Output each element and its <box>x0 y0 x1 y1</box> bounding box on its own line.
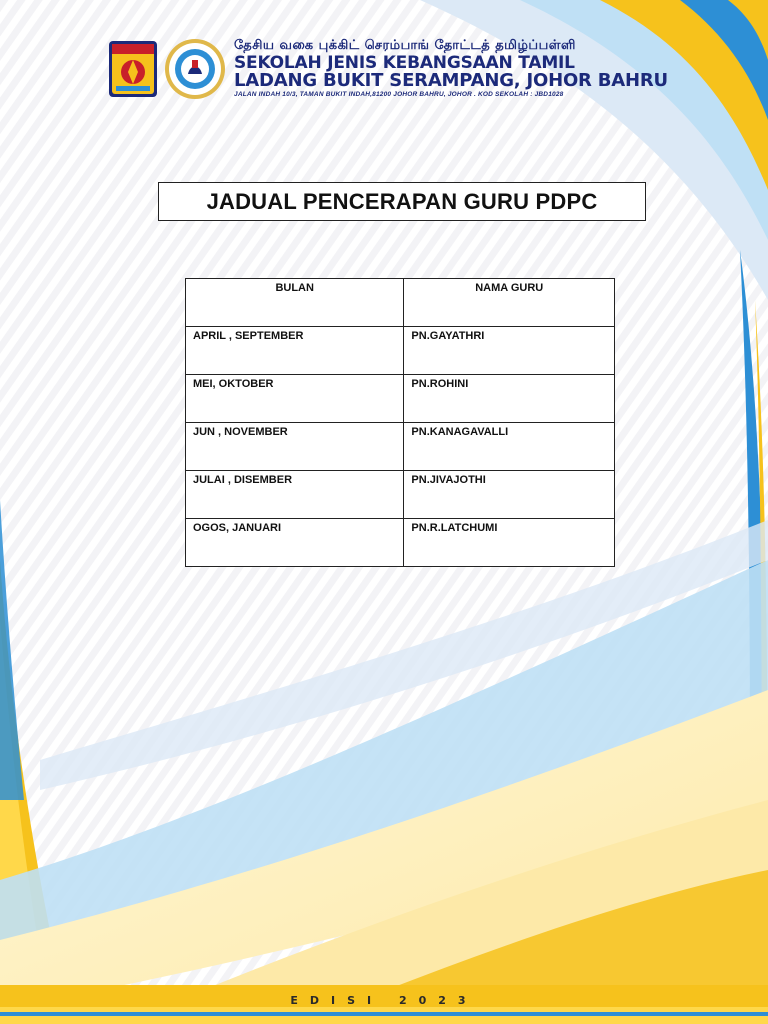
table-row <box>186 375 615 423</box>
column-header-nama-guru: NAMA GURU <box>404 279 615 327</box>
table-header-row <box>186 279 615 327</box>
school-seal-logo <box>164 38 226 100</box>
school-name-line2: LADANG BUKIT SERAMPANG, JOHOR BAHRU <box>234 70 668 91</box>
school-crest-logo <box>108 40 158 98</box>
month-cell: JUN , NOVEMBER <box>186 423 404 471</box>
school-name-line1: SEKOLAH JENIS KEBANGSAAN TAMIL <box>234 53 575 73</box>
observation-schedule-table <box>185 278 615 567</box>
document-title: JADUAL PENCERAPAN GURU PDPC <box>206 188 598 214</box>
school-header-text <box>234 38 688 100</box>
table-row <box>186 327 615 375</box>
teacher-cell: PN.R.LATCHUMI <box>404 519 615 567</box>
document-title-box <box>158 182 646 221</box>
table-row <box>186 519 615 567</box>
month-cell: APRIL , SEPTEMBER <box>186 327 404 375</box>
school-address: JALAN INDAH 10/3, TAMAN BUKIT INDAH,81200 JOHOR BAHRU, JOHOR . KOD SEKOLAH : JBD1028 <box>234 91 564 98</box>
month-cell: MEI, OKTOBER <box>186 375 404 423</box>
teacher-cell: PN.GAYATHRI <box>404 327 615 375</box>
month-cell: OGOS, JANUARI <box>186 519 404 567</box>
table-row <box>186 423 615 471</box>
school-name-tamil: தேசிய வகை புக்கிட் செரம்பாங் தோட்டத் தமிழ்ப்பள்ளி <box>234 38 576 53</box>
school-header <box>108 38 688 100</box>
teacher-cell: PN.ROHINI <box>404 375 615 423</box>
edition-footer: EDISI 2023 <box>290 994 478 1007</box>
teacher-cell: PN.JIVAJOTHI <box>404 471 615 519</box>
table-row <box>186 471 615 519</box>
column-header-bulan: BULAN <box>186 279 404 327</box>
teacher-cell: PN.KANAGAVALLI <box>404 423 615 471</box>
month-cell: JULAI , DISEMBER <box>186 471 404 519</box>
